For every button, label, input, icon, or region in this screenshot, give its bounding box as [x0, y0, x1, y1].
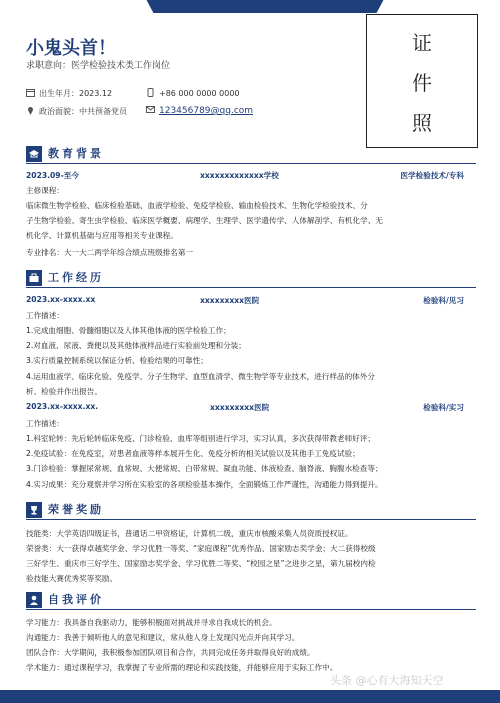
job1-item: 1.完成血细胞、骨髓细胞以及人体其他体液的医学检验工作；: [26, 326, 231, 335]
edu-courses-3: 机化学、计算机基础与应用等相关专业课程。: [26, 231, 178, 240]
bottom-bar-notch: [160, 680, 340, 690]
award-line: 技能类：大学英语四级证书，普通话二甲资格证，计算机二级，重庆市核酸采集人员资质授权证。: [26, 529, 353, 538]
birth-info: [26, 88, 112, 99]
candidate-name: 小鬼头首！: [26, 38, 116, 59]
award-line: 三好学生、重庆市三好学生、国家励志奖学金、学习优胜二等奖、“校园之星”之进步之星，第九届校内检: [26, 559, 376, 568]
top-bar-accent-right: [352, 0, 384, 13]
section-divider: [26, 287, 476, 288]
bottom-bar: [0, 690, 500, 703]
evaluation-section-header: [26, 592, 476, 608]
trophy-icon: [26, 502, 42, 518]
evaluation-title: 自我评价: [48, 593, 104, 606]
edu-major: 医学检验技术/专科: [400, 171, 464, 180]
section-divider: [26, 519, 476, 520]
person-icon: [26, 592, 42, 608]
edu-courses-1: 临床微生物学检验、临床检验基础、血液学检验、免疫学检验、输血检验技术、生物化学检验技术、分: [26, 201, 368, 210]
awards-section-header: [26, 502, 476, 518]
evaluation-line: 沟通能力：我善于倾听他人的意见和建议，常从他人身上发现闪光点并向其学习。: [26, 633, 300, 642]
photo-char-2: 件: [412, 71, 432, 95]
job2-item: 4.实习成果：充分观察并学习所在实验室的各项检验基本操作，全面锻炼工作严谨性，沟通能力得到提升。: [26, 480, 383, 489]
email-link[interactable]: 123456789@qq.com: [159, 106, 254, 116]
evaluation-line: 学术能力：通过课程学习，我掌握了专业所需的理论和实践技能，并能够应用于实际工作中。: [26, 663, 338, 672]
top-bar: [170, 0, 360, 13]
job1-desc-label: 工作描述：: [26, 311, 64, 320]
evaluation-line: 学习能力：我具备自我驱动力，能够积极面对挑战并寻求自我成长的机会。: [26, 618, 277, 627]
experience-section-header: [26, 270, 476, 286]
award-line: 荣誉类：大一获得卓越奖学金、学习优胜一等奖、“家庭课程”优秀作品、国家励志奖学金；大二获得校级: [26, 544, 376, 553]
edu-course-label: 主修课程：: [26, 186, 64, 195]
graduation-cap-icon: [26, 146, 42, 162]
phone-text: +86 000 0000 0000: [159, 89, 240, 98]
photo-placeholder: [366, 14, 478, 148]
job2-date: 2023.xx-xxxx.xx.: [26, 402, 99, 411]
edu-courses-2: 子生物学检验、寄生虫学检验、临床医学概要、病理学、生理学、医学遗传学、人体解剖学、有机化学、无: [26, 216, 383, 225]
job2-item: 2.免疫试验：在免疫室，对患者血液等样本展开生化、免疫分析的相关试验以及其他手工免疫试验；: [26, 449, 360, 458]
politics-info: [26, 106, 127, 117]
job2-org: xxxxxxxxx医院: [210, 403, 270, 412]
location-pin-icon: [26, 106, 35, 115]
job2-item: 3.门诊检验：掌握尿常规、血常规、大便常规、白带常规、凝血功能、体液检查、脑脊液、胸腹水检查等；: [26, 464, 383, 473]
education-section-header: [26, 146, 476, 162]
photo-char-1: 证: [412, 31, 432, 55]
education-title: 教育背景: [48, 147, 104, 160]
calendar-icon: [26, 88, 35, 97]
edu-rank: 专业排名：大一大二两学年综合绩点班级排名第一: [26, 248, 194, 257]
awards-title: 荣誉奖励: [48, 503, 104, 516]
evaluation-line: 团队合作：大学期间，我积极参加团队项目和合作，共同完成任务并取得良好的成绩。: [26, 648, 315, 657]
experience-title: 工作经历: [48, 271, 104, 284]
job2-item: 1.科室轮转：先后轮转临床免疫、门诊检验、血库等组别进行学习，实习认真，多次获得带教老师好评；: [26, 434, 375, 443]
email-info: [146, 105, 253, 116]
watermark: 头条 @心有大海知天空: [330, 674, 444, 687]
briefcase-icon: [26, 270, 42, 286]
phone-icon: [146, 88, 155, 97]
photo-char-3: 照: [412, 111, 432, 135]
job1-item: 3.实行质量控制系统以保证分析、检验结果的可靠性；: [26, 356, 208, 365]
section-divider: [26, 163, 476, 164]
award-line: 验技能大赛优秀奖等奖励。: [26, 574, 118, 583]
job1-item: 析、检验并作出报告。: [26, 387, 102, 396]
mail-icon: [146, 105, 155, 114]
job1-item: 2.对血液、尿液、粪便以及其他体液样品进行实验前处理和分装；: [26, 341, 246, 350]
job1-role: 检验科/见习: [423, 296, 464, 305]
job1-date: 2023.xx-xxxx.xx: [26, 295, 96, 304]
section-divider: [26, 609, 476, 610]
edu-school: xxxxxxxxxxxxx学校: [200, 171, 279, 180]
job1-item: 4.运用血液学、临床化验、免疫学、分子生物学、血型血清学、微生物学等专业技术，进行样品的体外分: [26, 372, 375, 381]
job2-role: 检验科/实习: [423, 403, 464, 412]
birth-text: 出生年月：2023.12: [39, 89, 113, 98]
job2-desc-label: 工作描述：: [26, 419, 64, 428]
politics-text: 政治面貌：中共预备党员: [39, 107, 127, 116]
edu-date: 2023.09-至今: [26, 171, 79, 180]
phone-info: [146, 88, 240, 98]
job1-org: xxxxxxxxx医院: [200, 296, 260, 305]
job-intent: 求职意向：医学检验技术类工作岗位: [26, 61, 171, 71]
